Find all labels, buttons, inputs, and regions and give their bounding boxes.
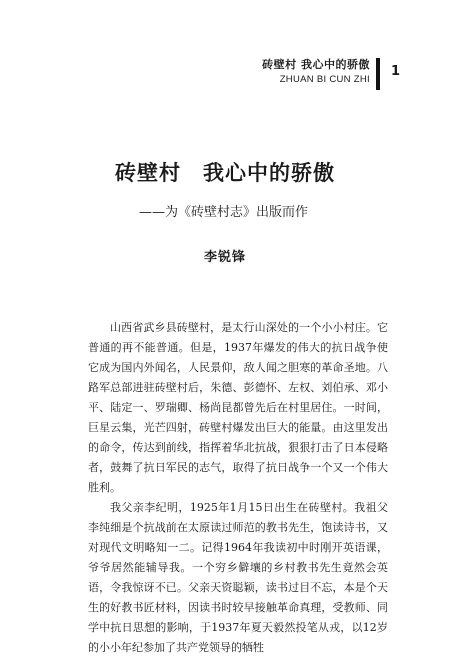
running-title: 砖壁村 我心中的骄傲 bbox=[262, 58, 370, 71]
article-title-part1: 砖壁村 bbox=[115, 161, 181, 185]
article-subtitle: ——为《砖壁村志》出版而作 bbox=[139, 205, 309, 220]
article-title bbox=[0, 160, 450, 186]
article-title-part2: 我心中的骄傲 bbox=[203, 161, 335, 185]
header-bar bbox=[376, 58, 380, 90]
running-header bbox=[262, 58, 370, 86]
body-paragraph: 山西省武乡县砖壁村，是太行山深处的一个小小村庄。它普通的再不能普通。但是，1937年爆发的伟大的抗日战争使它成为国内外闻名，人民景仰，敌人闻之胆寒的革命圣地。八路军总部进驻砖壁村后，朱德、彭德怀、左权、刘伯承、邓小平、陆定一、罗瑞卿、杨尚昆都曾先后在村里居住。一时间，巨星云集，光芒四射，砖壁村爆发出巨大的能量。由这里发出的命令，传达到前线，指挥着华北抗战，狠狠打击了日本侵略者，鼓舞了抗日军民的志气，取得了抗日战争一个又一个伟大胜利。 bbox=[88, 321, 388, 494]
page-number: 1 bbox=[391, 64, 401, 79]
article-author: 李锐锋 bbox=[203, 250, 246, 265]
running-pinyin: ZHUAN BI CUN ZHI bbox=[279, 74, 370, 85]
article-body bbox=[88, 318, 388, 658]
body-paragraph: 我父亲李纪明，1925年1月15日出生在砖壁村。我祖父李纯细是个抗战前在太原读过师范的教书先生，饱读诗书，又对现代文明略知一二。记得1964年我读初中时刚开英语课，爷爷居然能辅导我。一个穷乡僻壤的乡村教书先生竟然会英语，令我惊讶不已。父亲天资聪颖，读书过目不忘，本是个天生的好教书匠材料，因读书时较早接触革命真理，受教师、同学中抗日思想的影响，于1937年夏天毅然投笔从戎，以12岁的小小年纪参加了共产党领导的牺牲 bbox=[88, 501, 388, 654]
